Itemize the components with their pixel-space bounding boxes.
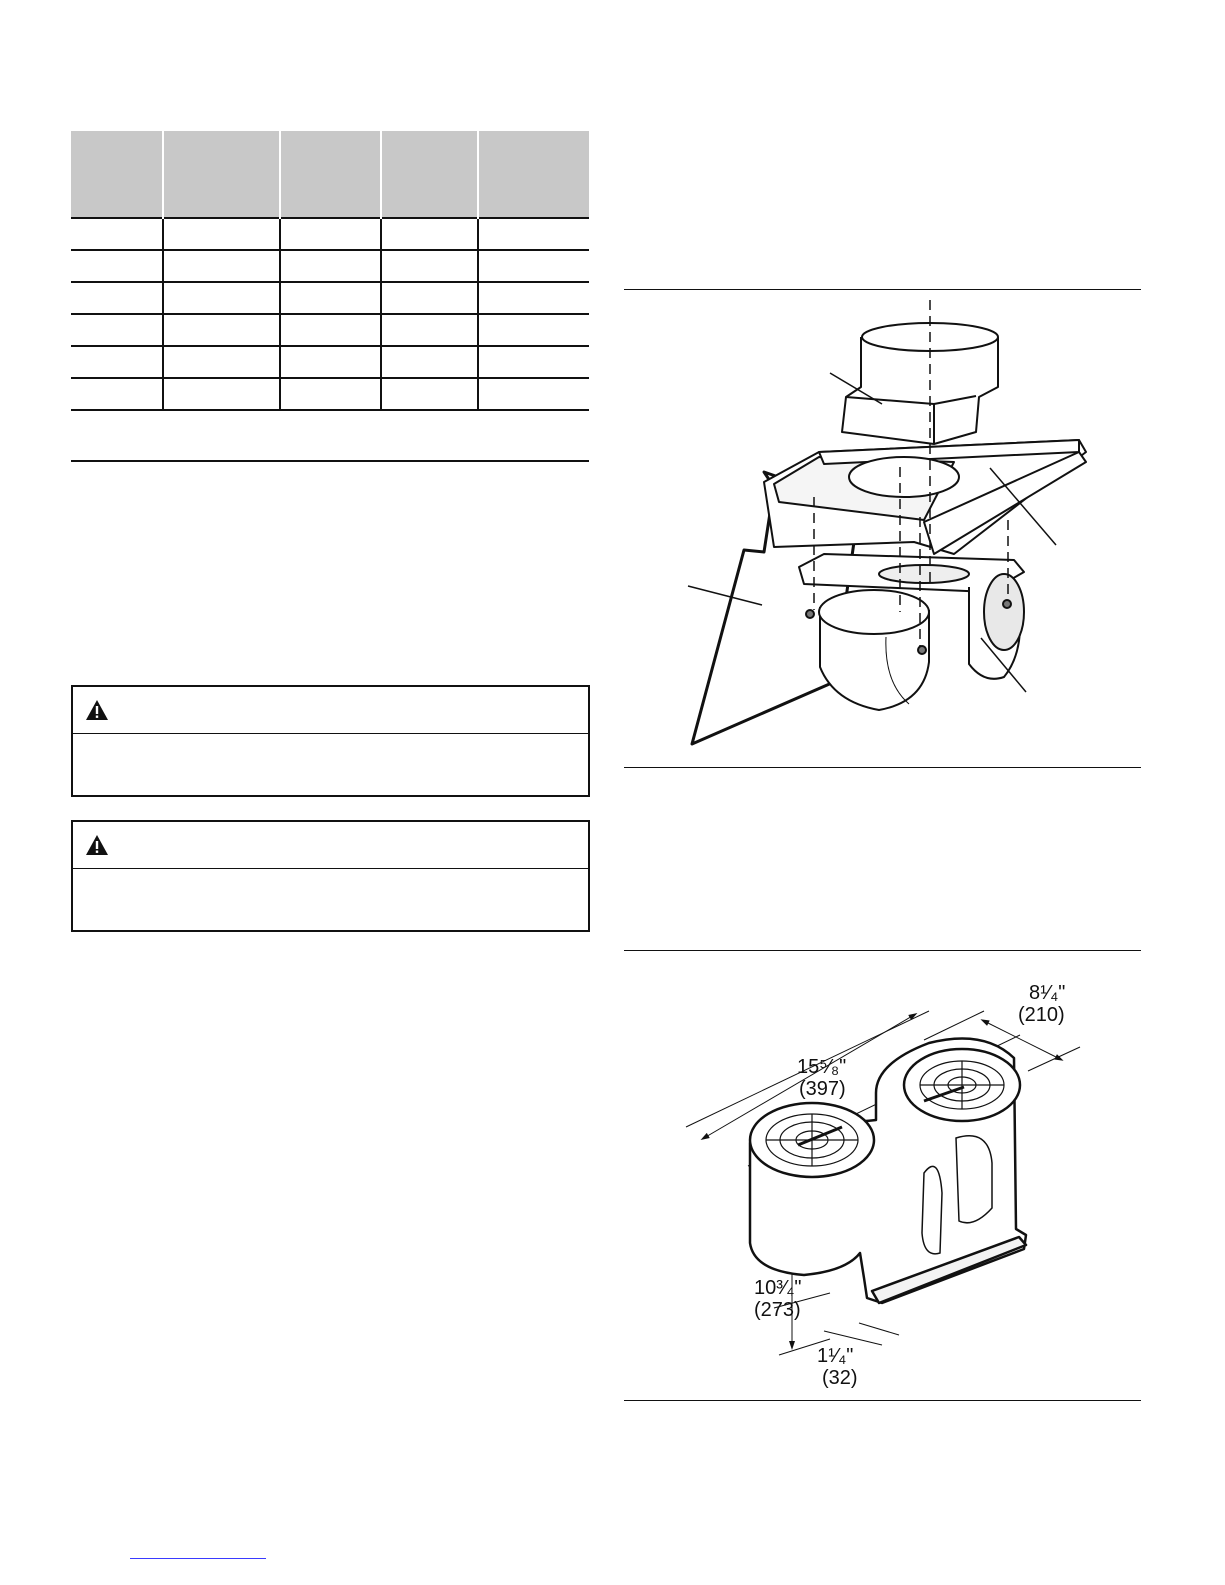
width-dimension: 8¹⁄₄" bbox=[1029, 982, 1066, 1004]
flange-dimension: 1¹⁄₄" bbox=[817, 1345, 854, 1367]
figure1-top-rule bbox=[624, 289, 1141, 290]
warning-body bbox=[73, 869, 588, 930]
table-header-cell bbox=[163, 131, 280, 218]
table-header-row bbox=[71, 131, 589, 218]
warning-box bbox=[71, 685, 590, 797]
table-row bbox=[71, 314, 589, 346]
warning-header bbox=[73, 687, 588, 734]
warning-triangle-icon bbox=[85, 834, 109, 856]
warning-box bbox=[71, 820, 590, 932]
table-row bbox=[71, 218, 589, 250]
table-header-cell bbox=[478, 131, 589, 218]
warning-body bbox=[73, 734, 588, 795]
depth-dimension-mm: (397) bbox=[799, 1078, 846, 1100]
depth-dimension: 15⁵⁄₈" bbox=[797, 1056, 847, 1078]
height-dimension-mm: (273) bbox=[754, 1299, 801, 1321]
flange-dimension-mm: (32) bbox=[822, 1367, 858, 1389]
table-row bbox=[71, 346, 589, 378]
warning-triangle-icon bbox=[85, 699, 109, 721]
spec-table bbox=[71, 131, 589, 411]
hyperlink-underline[interactable] bbox=[130, 1558, 266, 1559]
table-row bbox=[71, 282, 589, 314]
table-header-cell bbox=[381, 131, 478, 218]
figure2-bottom-rule bbox=[624, 1400, 1141, 1401]
table-row bbox=[71, 378, 589, 410]
width-dimension-mm: (210) bbox=[1018, 1004, 1065, 1026]
table-header-cell bbox=[71, 131, 163, 218]
warning-header bbox=[73, 822, 588, 869]
blower-dimensions-illustration bbox=[624, 953, 1141, 1397]
height-dimension: 10³⁄₄" bbox=[754, 1277, 802, 1299]
figure2-top-rule bbox=[624, 950, 1141, 951]
table-header-cell bbox=[280, 131, 380, 218]
table-row bbox=[71, 250, 589, 282]
table-footnote-rule bbox=[71, 460, 589, 462]
figure1-bottom-rule bbox=[624, 767, 1141, 768]
blower-assembly-illustration bbox=[624, 292, 1141, 764]
